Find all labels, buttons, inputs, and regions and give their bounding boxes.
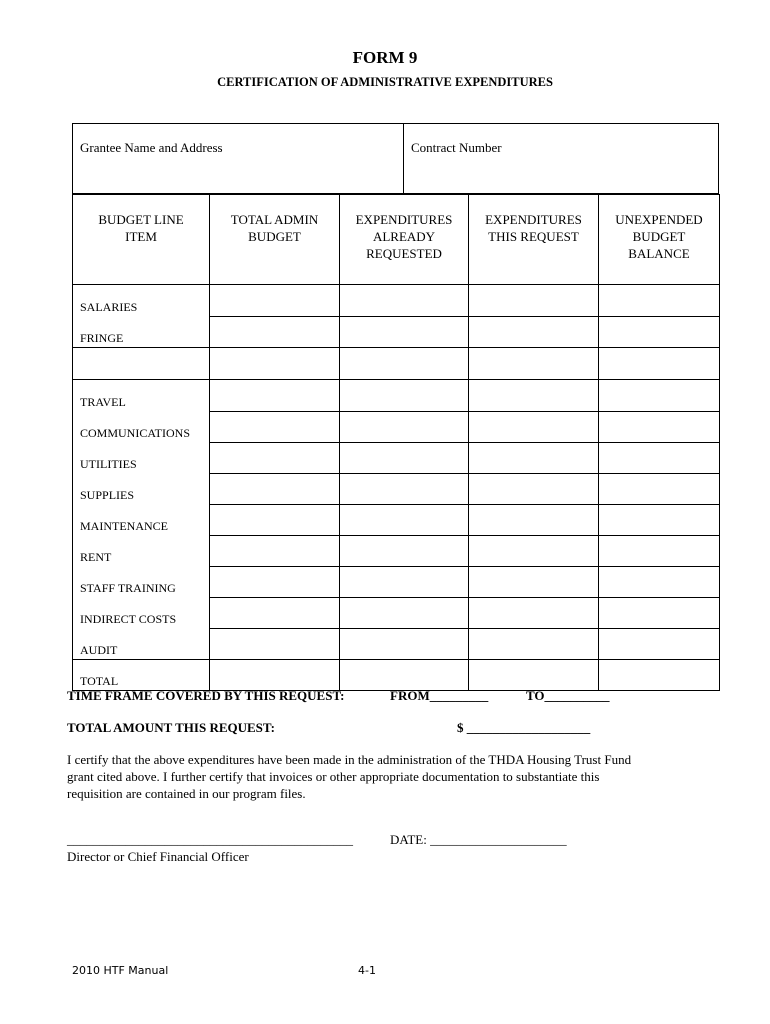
grantee-name-address-field[interactable]: Grantee Name and Address	[80, 140, 223, 155]
this-request-cell[interactable]	[469, 411, 599, 442]
already-requested-cell[interactable]	[340, 473, 469, 504]
total-admin-budget-cell[interactable]	[210, 535, 340, 566]
total-admin-budget-cell[interactable]	[210, 628, 340, 660]
table-row-staff-training	[73, 566, 720, 597]
this-request-cell[interactable]	[469, 660, 599, 691]
header-line: REQUESTED	[366, 246, 442, 261]
header-line: BALANCE	[628, 246, 690, 261]
row-label: TRAVEL	[73, 380, 210, 412]
unexpended-balance-cell[interactable]	[599, 566, 720, 597]
grantee-contract-box	[72, 123, 719, 194]
unexpended-balance-cell[interactable]	[599, 473, 720, 504]
table-row-maintenance	[73, 504, 720, 535]
row-label: INDIRECT COSTS	[73, 597, 210, 628]
form-subtitle: CERTIFICATION OF ADMINISTRATIVE EXPENDITURES	[217, 75, 553, 89]
header-line: BUDGET	[632, 229, 686, 244]
unexpended-balance-cell[interactable]	[599, 285, 720, 317]
already-requested-cell[interactable]	[340, 660, 469, 691]
header-line: EXPENDITURES	[485, 212, 582, 227]
total-admin-budget-cell[interactable]	[210, 660, 340, 691]
total-admin-budget-cell[interactable]	[210, 473, 340, 504]
this-request-cell[interactable]	[469, 504, 599, 535]
row-label: RENT	[73, 535, 210, 566]
header-expenditures-this-request	[469, 195, 599, 285]
header-line: UNEXPENDED	[615, 212, 703, 227]
row-label: SUPPLIES	[73, 473, 210, 504]
header-line: EXPENDITURES	[355, 212, 453, 227]
from-date-field[interactable]: FROM_________	[390, 688, 489, 703]
unexpended-balance-cell[interactable]	[599, 442, 720, 473]
this-request-cell[interactable]	[469, 380, 599, 412]
this-request-cell[interactable]	[469, 285, 599, 317]
table-header-row	[73, 195, 720, 285]
table-row-rent	[73, 535, 720, 566]
total-admin-budget-cell[interactable]	[210, 348, 340, 380]
already-requested-cell[interactable]	[340, 316, 469, 348]
budget-table	[72, 194, 720, 691]
certification-statement	[67, 751, 707, 802]
box-divider	[403, 123, 404, 194]
header-line: BUDGET	[248, 229, 301, 244]
already-requested-cell[interactable]	[340, 442, 469, 473]
unexpended-balance-cell[interactable]	[599, 380, 720, 412]
unexpended-balance-cell[interactable]	[599, 316, 720, 348]
already-requested-cell[interactable]	[340, 535, 469, 566]
footer-page-number: 4-1	[358, 964, 376, 977]
header-unexpended-budget-balance	[599, 195, 720, 285]
total-admin-budget-cell[interactable]	[210, 380, 340, 412]
table-row-total	[73, 660, 720, 691]
total-amount-label: TOTAL AMOUNT THIS REQUEST:	[67, 720, 275, 735]
table-row-audit	[73, 628, 720, 660]
this-request-cell[interactable]	[469, 442, 599, 473]
contract-number-field[interactable]: Contract Number	[411, 140, 502, 155]
unexpended-balance-cell[interactable]	[599, 535, 720, 566]
total-amount-field[interactable]: $ ___________________	[457, 720, 591, 735]
unexpended-balance-cell[interactable]	[599, 660, 720, 691]
table-row-salaries	[73, 285, 720, 317]
unexpended-balance-cell[interactable]	[599, 411, 720, 442]
header-total-admin-budget	[210, 195, 340, 285]
this-request-cell[interactable]	[469, 348, 599, 380]
timeframe-label: TIME FRAME COVERED BY THIS REQUEST:	[67, 688, 345, 703]
already-requested-cell[interactable]	[340, 380, 469, 412]
header-line: ITEM	[125, 229, 157, 244]
total-admin-budget-cell[interactable]	[210, 316, 340, 348]
total-admin-budget-cell[interactable]	[210, 442, 340, 473]
total-admin-budget-cell[interactable]	[210, 504, 340, 535]
table-row-supplies	[73, 473, 720, 504]
this-request-cell[interactable]	[469, 535, 599, 566]
unexpended-balance-cell[interactable]	[599, 597, 720, 628]
total-admin-budget-cell[interactable]	[210, 597, 340, 628]
table-row-blank	[73, 348, 720, 380]
this-request-cell[interactable]	[469, 316, 599, 348]
table-row-communications	[73, 411, 720, 442]
table-row-utilities	[73, 442, 720, 473]
already-requested-cell[interactable]	[340, 566, 469, 597]
form-title: FORM 9	[352, 48, 418, 67]
table-row-indirect-costs	[73, 597, 720, 628]
row-label: MAINTENANCE	[73, 504, 210, 535]
row-label[interactable]	[73, 348, 210, 380]
table-row-fringe	[73, 316, 720, 348]
this-request-cell[interactable]	[469, 628, 599, 660]
row-label: COMMUNICATIONS	[73, 411, 210, 442]
header-line: BUDGET LINE	[98, 212, 184, 227]
unexpended-balance-cell[interactable]	[599, 348, 720, 380]
row-label: AUDIT	[73, 628, 210, 660]
already-requested-cell[interactable]	[340, 411, 469, 442]
this-request-cell[interactable]	[469, 597, 599, 628]
row-label: TOTAL	[73, 660, 210, 691]
already-requested-cell[interactable]	[340, 504, 469, 535]
certification-line: I certify that the above expenditures have been made in the administration of the THDA Housing Trust Fund	[67, 752, 632, 767]
total-admin-budget-cell[interactable]	[210, 411, 340, 442]
total-admin-budget-cell[interactable]	[210, 285, 340, 317]
unexpended-balance-cell[interactable]	[599, 504, 720, 535]
already-requested-cell[interactable]	[340, 348, 469, 380]
to-date-field[interactable]: TO__________	[526, 688, 610, 703]
signature-caption: Director or Chief Financial Officer	[67, 849, 249, 864]
already-requested-cell[interactable]	[340, 597, 469, 628]
unexpended-balance-cell[interactable]	[599, 628, 720, 660]
certification-line: grant cited above. I further certify that invoices or other appropriate documentation to substantiate this	[67, 769, 600, 784]
header-line: ALREADY	[372, 229, 436, 244]
header-line: THIS REQUEST	[488, 229, 579, 244]
table-row-travel	[73, 380, 720, 412]
row-label: FRINGE	[73, 316, 210, 348]
this-request-cell[interactable]	[469, 566, 599, 597]
header-budget-line-item	[73, 195, 210, 285]
row-label: STAFF TRAINING	[73, 566, 210, 597]
header-line: TOTAL ADMIN	[230, 212, 319, 227]
header-expenditures-already-requested	[340, 195, 469, 285]
row-label: SALARIES	[73, 285, 210, 317]
signature-field[interactable]: ____________________________________________	[67, 832, 353, 847]
already-requested-cell[interactable]	[340, 628, 469, 660]
already-requested-cell[interactable]	[340, 285, 469, 317]
date-field[interactable]: DATE: _____________________	[390, 832, 567, 847]
certification-line: requisition are contained in our program files.	[67, 786, 306, 801]
footer-manual-label: 2010 HTF Manual	[72, 964, 169, 977]
this-request-cell[interactable]	[469, 473, 599, 504]
row-label: UTILITIES	[73, 442, 210, 473]
total-admin-budget-cell[interactable]	[210, 566, 340, 597]
